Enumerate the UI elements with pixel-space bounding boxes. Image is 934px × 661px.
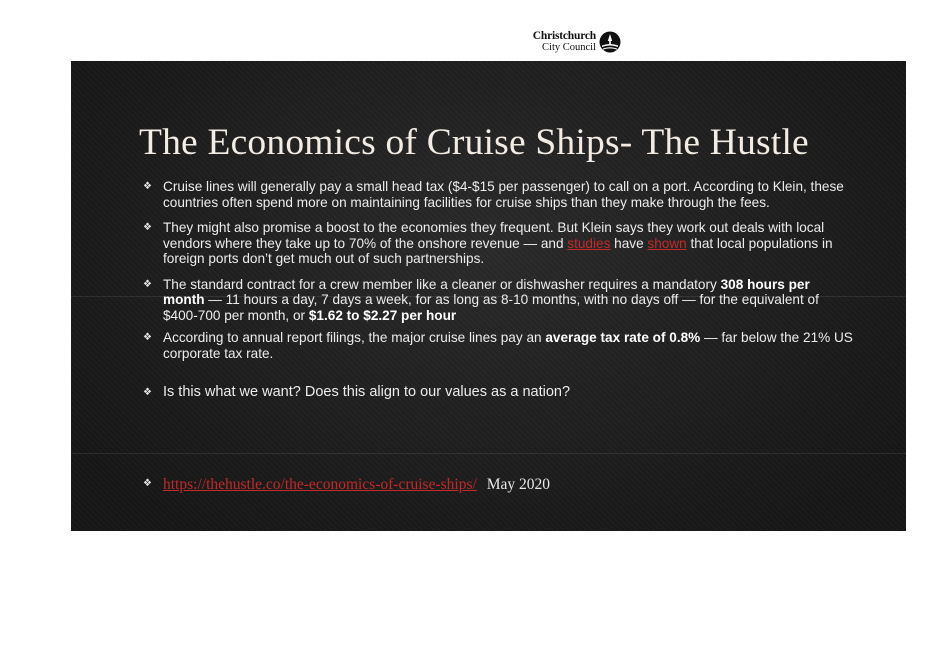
bullet-question — [143, 385, 853, 401]
bullet-text: The standard contract for a crew member like a cleaner or dishwasher requires a mandatory — [163, 276, 721, 292]
bullet-emphasis: average tax rate of 0.8% — [545, 330, 701, 345]
diamond-bullet-icon: ❖ — [143, 387, 152, 398]
diamond-bullet-icon: ❖ — [143, 332, 152, 343]
texture-line — [71, 453, 906, 454]
bullet-text: — far below the 21% US corporate tax rate. — [163, 330, 853, 361]
shown-link[interactable]: shown — [647, 235, 687, 251]
diamond-bullet-icon: ❖ — [143, 181, 152, 192]
bullet-emphasis: 308 hours per month — [163, 276, 810, 307]
bullet-text: Cruise lines will generally pay a small head tax ($4-$15 per passenger) to call on a port. According to Klein, these countries often spend more on maintaining facilities for cruise ships than they make through the fees. — [163, 179, 844, 210]
bullet-tax-rate — [143, 330, 853, 361]
diamond-bullet-icon: ❖ — [143, 278, 152, 290]
bullet-crew-contract — [143, 277, 853, 324]
bullet-source — [143, 476, 550, 494]
studies-link[interactable]: studies — [567, 235, 611, 251]
slide — [71, 61, 906, 531]
bullet-text: According to annual report filings, the major cruise lines pay an — [163, 330, 546, 345]
logo-line2: City Council — [542, 42, 596, 53]
bullet-text: that local populations in foreign ports don’t get much out of such partnerships. — [163, 235, 833, 266]
bullet-text: Is this what we want? Does this align to our values as a nation? — [163, 384, 571, 400]
bullet-emphasis: $1.62 to $2.27 per hour — [308, 307, 457, 323]
bullet-list — [143, 179, 853, 401]
diamond-bullet-icon: ❖ — [143, 478, 152, 489]
source-date: May 2020 — [486, 476, 550, 493]
bullet-text: They might also promise a boost to the economies they frequent. But Klein says they work out deals with local vendors where they take up to 70% of the onshore revenue — and — [163, 220, 825, 251]
bullet-text: — 11 hours a day, 7 days a week, for as long as 8-10 months, with no days off — for the equivalent of $400-700 per month, or — [163, 292, 819, 323]
bullet-economies — [143, 220, 853, 267]
slide-title: The Economics of Cruise Ships- The Hustle — [139, 122, 809, 163]
bullet-head-tax — [143, 179, 853, 210]
council-logo — [524, 31, 624, 57]
source-link[interactable]: https://thehustle.co/the-economics-of-cruise-ships/ — [163, 476, 477, 493]
council-emblem-icon — [599, 31, 621, 53]
bullet-text: have — [610, 235, 648, 251]
council-logo-text — [524, 31, 596, 53]
diamond-bullet-icon: ❖ — [143, 222, 152, 233]
logo-line1: Christchurch — [532, 30, 596, 42]
